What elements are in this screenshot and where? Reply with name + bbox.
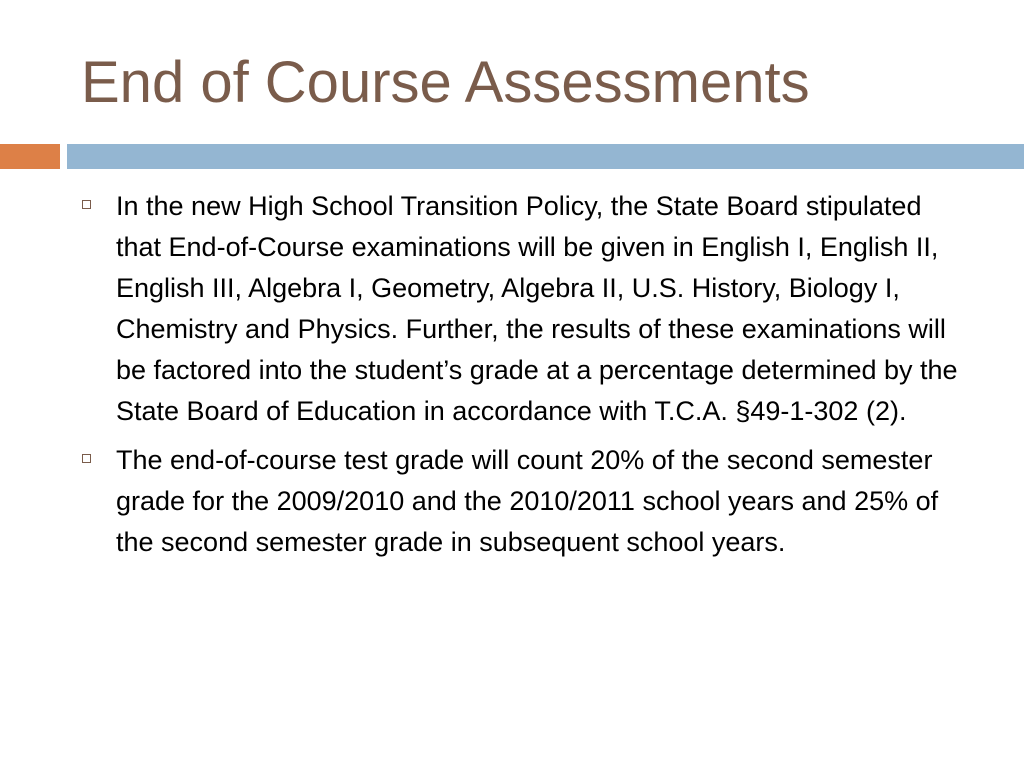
slide-title: End of Course Assessments bbox=[81, 50, 810, 115]
title-divider-bar bbox=[67, 144, 1024, 169]
title-accent-bar bbox=[0, 144, 60, 169]
bullet-item-transition-policy bbox=[0, 186, 1024, 432]
bullet-list bbox=[0, 186, 1024, 571]
bullet-text: The end-of-course test grade will count 20% of the second semester grade for the 2009/2010 and the 2010/2011 school years and 25% of the second semester grade in subsequent school years. bbox=[116, 445, 939, 557]
hollow-square-bullet-icon bbox=[82, 454, 91, 463]
hollow-square-bullet-icon bbox=[82, 200, 91, 209]
bullet-text: In the new High School Transition Policy, the State Board stipulated that End-of-Course examinations will be given in English I, English II, English III, Algebra I, Geometry, Algebra II, U.S. History, Biology I, Chemistry and Physics. Further, the results of these examinations will be factored into the student’s grade at a percentage determined by the State Board of Education in accordance with T.C.A. §49-1-302 (2). bbox=[116, 191, 958, 426]
bullet-item-grade-weighting bbox=[0, 440, 1024, 563]
